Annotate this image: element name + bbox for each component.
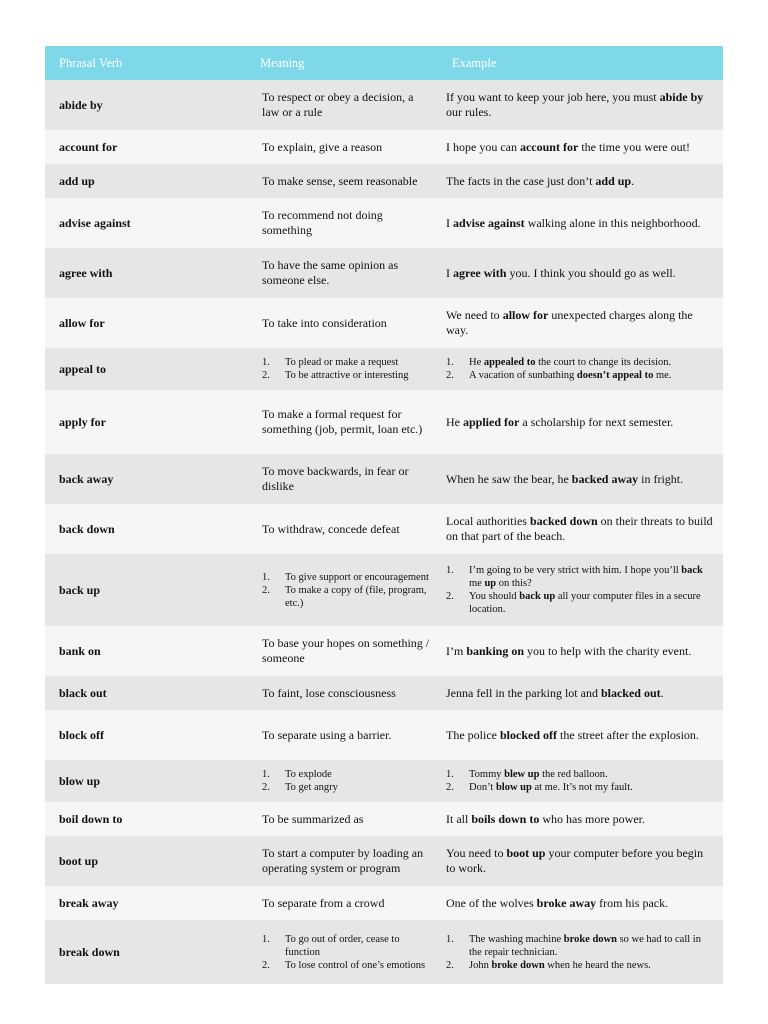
example-text: the red balloon. — [539, 769, 608, 780]
example-list-item — [446, 590, 715, 616]
meaning-text: To take into consideration — [262, 315, 387, 330]
example-list-item — [446, 356, 715, 369]
example-text: on this? — [496, 578, 532, 589]
meaning-cell — [246, 348, 438, 390]
example-highlight: applied for — [463, 414, 520, 429]
meaning-cell — [246, 676, 438, 710]
list-number: 1. — [446, 357, 454, 368]
example-cell — [438, 676, 723, 710]
list-number: 1. — [262, 571, 270, 583]
example-cell — [438, 920, 723, 984]
meaning-list-item — [262, 959, 430, 972]
example-text: I’m going to be very strict with him. I hope you’ll — [469, 565, 682, 576]
table-row — [45, 164, 723, 198]
meaning-list-item — [262, 369, 430, 382]
example-text: in fright. — [638, 471, 684, 486]
table-row — [45, 710, 723, 760]
example-highlight: account for — [519, 139, 579, 154]
meaning-cell — [246, 802, 438, 836]
example-highlight: banking on — [466, 643, 525, 658]
list-number: 1. — [446, 933, 454, 945]
meaning-cell — [246, 298, 438, 348]
meaning-text: To go out of order, cease to function — [285, 933, 400, 958]
example-cell — [438, 390, 723, 454]
example-list-item — [446, 933, 715, 959]
example-cell — [438, 454, 723, 504]
list-number: 2. — [446, 782, 454, 793]
table-row — [45, 802, 723, 836]
example-list — [446, 768, 715, 794]
example-text: A vacation of sunbathing — [469, 370, 577, 381]
meaning-text: To make a formal request for something (job, permit, loan etc.) — [262, 407, 423, 436]
meaning-text: To respect or obey a decision, a law or a rule — [262, 90, 414, 119]
table-row — [45, 454, 723, 504]
list-number: 2. — [446, 959, 454, 971]
phrasal-verb-cell: break down — [45, 920, 246, 984]
meaning-cell — [246, 164, 438, 198]
example-highlight: boot up — [506, 846, 546, 860]
table-row — [45, 836, 723, 886]
example-text: a scholarship for next semester. — [519, 414, 674, 429]
example-text: He — [469, 357, 484, 368]
example-sentence — [469, 768, 608, 781]
meaning-cell — [246, 504, 438, 554]
phrasal-verb-cell: appeal to — [45, 348, 246, 390]
meaning-text: To separate using a barrier. — [262, 727, 392, 742]
meaning-text: To faint, lose consciousness — [262, 685, 396, 700]
example-highlight: abide by — [659, 90, 704, 104]
example-text: our rules. — [446, 105, 492, 119]
list-number: 2. — [262, 959, 270, 971]
meaning-cell — [246, 390, 438, 454]
meaning-cell — [246, 198, 438, 248]
example-text: me — [469, 578, 485, 589]
list-number: 1. — [262, 357, 270, 368]
example-text: When he saw the bear, he — [446, 471, 572, 486]
example-text: the time you were out! — [578, 139, 690, 154]
meaning-text: To lose control of one’s emotions — [285, 959, 426, 971]
table-row — [45, 198, 723, 248]
example-sentence — [469, 369, 671, 382]
example-cell — [438, 198, 723, 248]
example-text: so we had to call in the repair technician. — [469, 933, 701, 958]
example-highlight: backed away — [571, 471, 639, 486]
example-sentence — [469, 959, 651, 972]
example-text: I — [446, 265, 453, 280]
meaning-cell — [246, 710, 438, 760]
example-highlight: broke down — [491, 959, 545, 971]
table-row — [45, 920, 723, 984]
phrasal-verb-cell: block off — [45, 710, 246, 760]
meaning-text: To move backwards, in fear or dislike — [262, 464, 409, 493]
meaning-text: To separate from a crowd — [262, 895, 385, 910]
phrasal-verb-cell: break away — [45, 886, 246, 920]
meaning-cell — [246, 554, 438, 626]
list-number: 2. — [262, 782, 270, 793]
example-list-item — [446, 768, 715, 781]
example-text: you. I think you should go as well. — [506, 265, 676, 280]
example-cell — [438, 626, 723, 676]
example-list-item — [446, 369, 715, 382]
header-phrasal-verb: Phrasal Verb — [45, 46, 246, 80]
example-text: The police — [446, 727, 500, 742]
list-number: 2. — [446, 370, 454, 381]
meaning-list-item — [262, 933, 430, 959]
example-cell — [438, 248, 723, 298]
example-cell — [438, 164, 723, 198]
example-text: the street after the explosion. — [556, 727, 699, 742]
example-list — [446, 933, 715, 972]
example-text: me. — [653, 370, 672, 381]
header-example: Example — [438, 46, 723, 80]
example-text: I — [446, 215, 453, 230]
example-highlight: blocked off — [499, 727, 557, 742]
example-highlight: appealed to — [483, 357, 536, 368]
phrasal-verb-cell: boil down to — [45, 802, 246, 836]
meaning-text: To make a copy of (file, program, etc.) — [285, 584, 427, 609]
example-text: Don’t — [469, 782, 496, 793]
example-list-item — [446, 959, 715, 972]
table-row — [45, 130, 723, 164]
table-row — [45, 298, 723, 348]
example-text: You need to — [446, 846, 507, 860]
example-highlight: broke down — [563, 933, 617, 945]
example-text: the court to change its decision. — [535, 357, 672, 368]
example-cell — [438, 760, 723, 802]
phrasal-verb-cell: advise against — [45, 198, 246, 248]
phrasal-verb-cell: back away — [45, 454, 246, 504]
meaning-cell — [246, 454, 438, 504]
table-row — [45, 348, 723, 390]
phrasal-verb-cell: allow for — [45, 298, 246, 348]
list-number: 2. — [446, 591, 454, 602]
meaning-text: To be summarized as — [262, 811, 364, 826]
example-highlight: allow for — [502, 308, 549, 322]
example-cell — [438, 348, 723, 390]
example-text: from his pack. — [596, 895, 669, 910]
example-highlight: doesn’t appeal to — [576, 370, 654, 381]
example-cell — [438, 130, 723, 164]
example-text: unexpected charges along the way. — [446, 308, 693, 337]
example-list — [446, 356, 715, 382]
meaning-text: To start a computer by loading an operating system or program — [262, 846, 424, 875]
meaning-text: To give support or encouragement — [285, 571, 429, 583]
example-text: You should — [469, 591, 520, 602]
example-text: you to help with the charity event. — [524, 643, 692, 658]
example-cell — [438, 802, 723, 836]
meaning-list-item — [262, 584, 430, 610]
meaning-text: To be attractive or interesting — [285, 370, 409, 381]
example-list-item — [446, 564, 715, 590]
meaning-text: To plead or make a request — [285, 357, 399, 368]
example-sentence — [469, 564, 715, 590]
meaning-cell — [246, 836, 438, 886]
example-text: Jenna fell in the parking lot and — [446, 685, 601, 700]
example-list — [446, 564, 715, 616]
example-text: I’m — [446, 643, 467, 658]
example-highlight: agree with — [453, 265, 507, 280]
example-text: on their threats to build on that part of the beach. — [446, 514, 713, 543]
table-row — [45, 676, 723, 710]
example-highlight: up — [484, 578, 497, 589]
example-text: The facts in the case just don’t — [446, 173, 596, 188]
example-highlight: blacked out — [600, 685, 661, 700]
example-text: your computer before you begin to work. — [446, 846, 704, 875]
list-number: 1. — [262, 769, 270, 780]
meaning-list-item — [262, 356, 430, 369]
example-text: . — [660, 685, 664, 700]
meaning-list-item — [262, 571, 430, 584]
example-cell — [438, 886, 723, 920]
example-cell — [438, 710, 723, 760]
example-text: We need to — [446, 308, 503, 322]
example-highlight: blow up — [495, 782, 532, 793]
meaning-text: To make sense, seem reasonable — [262, 173, 418, 188]
meaning-list — [262, 356, 430, 382]
table-row — [45, 504, 723, 554]
example-highlight: broke away — [536, 895, 597, 910]
phrasal-verb-cell: back down — [45, 504, 246, 554]
example-text: Tommy — [469, 769, 505, 780]
example-highlight: advise against — [453, 215, 525, 230]
example-cell — [438, 504, 723, 554]
phrasal-verb-cell: blow up — [45, 760, 246, 802]
example-highlight: back up — [519, 591, 556, 602]
example-sentence — [469, 781, 633, 794]
list-number: 1. — [446, 769, 454, 780]
example-highlight: backed down — [529, 514, 598, 528]
example-highlight: boils down to — [471, 811, 540, 826]
example-text: John — [469, 959, 492, 971]
example-text: who has more power. — [539, 811, 646, 826]
phrasal-verb-cell: apply for — [45, 390, 246, 454]
phrasal-verb-cell: boot up — [45, 836, 246, 886]
meaning-list — [262, 571, 430, 610]
example-text: One of the wolves — [446, 895, 537, 910]
phrasal-verb-cell: account for — [45, 130, 246, 164]
example-sentence — [469, 590, 715, 616]
meaning-text: To recommend not doing something — [262, 208, 383, 237]
meaning-text: To have the same opinion as someone else. — [262, 258, 399, 287]
meaning-text: To base your hopes on something / someone — [262, 636, 430, 665]
example-text: walking alone in this neighborhood. — [524, 215, 701, 230]
example-text: The washing machine — [469, 933, 564, 945]
meaning-list — [262, 768, 430, 794]
meaning-cell — [246, 626, 438, 676]
table-row — [45, 886, 723, 920]
table-row — [45, 554, 723, 626]
meaning-cell — [246, 760, 438, 802]
example-cell — [438, 554, 723, 626]
meaning-list-item — [262, 781, 430, 794]
phrasal-verb-cell: bank on — [45, 626, 246, 676]
example-text: at me. It’s not my fault. — [531, 782, 633, 793]
example-highlight: back — [681, 565, 703, 576]
meaning-text: To get angry — [285, 782, 338, 793]
phrasal-verb-cell: abide by — [45, 80, 246, 130]
example-sentence — [469, 356, 671, 369]
example-text: If you want to keep your job here, you must — [446, 90, 660, 104]
table-row — [45, 80, 723, 130]
phrasal-verb-cell: add up — [45, 164, 246, 198]
meaning-cell — [246, 248, 438, 298]
meaning-list — [262, 933, 430, 972]
list-number: 1. — [262, 933, 270, 945]
meaning-text: To explain, give a reason — [262, 139, 383, 154]
table-row — [45, 626, 723, 676]
table-row — [45, 390, 723, 454]
table-row — [45, 248, 723, 298]
phrasal-verb-table — [45, 46, 723, 984]
list-number: 2. — [262, 584, 270, 596]
meaning-cell — [246, 920, 438, 984]
example-text: . — [631, 173, 635, 188]
table-row — [45, 760, 723, 802]
phrasal-verb-cell: agree with — [45, 248, 246, 298]
table-header-row — [45, 46, 723, 80]
meaning-cell — [246, 886, 438, 920]
meaning-text: To explode — [285, 769, 332, 780]
list-number: 2. — [262, 370, 270, 381]
phrasal-verb-cell: black out — [45, 676, 246, 710]
example-text: all your computer files in a secure location. — [469, 591, 701, 615]
example-cell — [438, 836, 723, 886]
example-text: It all — [446, 811, 472, 826]
meaning-cell — [246, 80, 438, 130]
example-text: when he heard the news. — [544, 959, 651, 971]
meaning-list-item — [262, 768, 430, 781]
example-sentence — [469, 933, 715, 959]
example-text: He — [446, 414, 463, 429]
example-highlight: add up — [595, 173, 632, 188]
example-list-item — [446, 781, 715, 794]
table-body — [45, 80, 723, 984]
phrasal-verb-cell: back up — [45, 554, 246, 626]
example-text: Local authorities — [446, 514, 530, 528]
example-cell — [438, 298, 723, 348]
meaning-text: To withdraw, concede defeat — [262, 521, 400, 536]
header-meaning: Meaning — [246, 46, 438, 80]
example-text: I hope you can — [446, 139, 520, 154]
example-cell — [438, 80, 723, 130]
list-number: 1. — [446, 565, 454, 576]
meaning-cell — [246, 130, 438, 164]
example-highlight: blew up — [504, 769, 540, 780]
